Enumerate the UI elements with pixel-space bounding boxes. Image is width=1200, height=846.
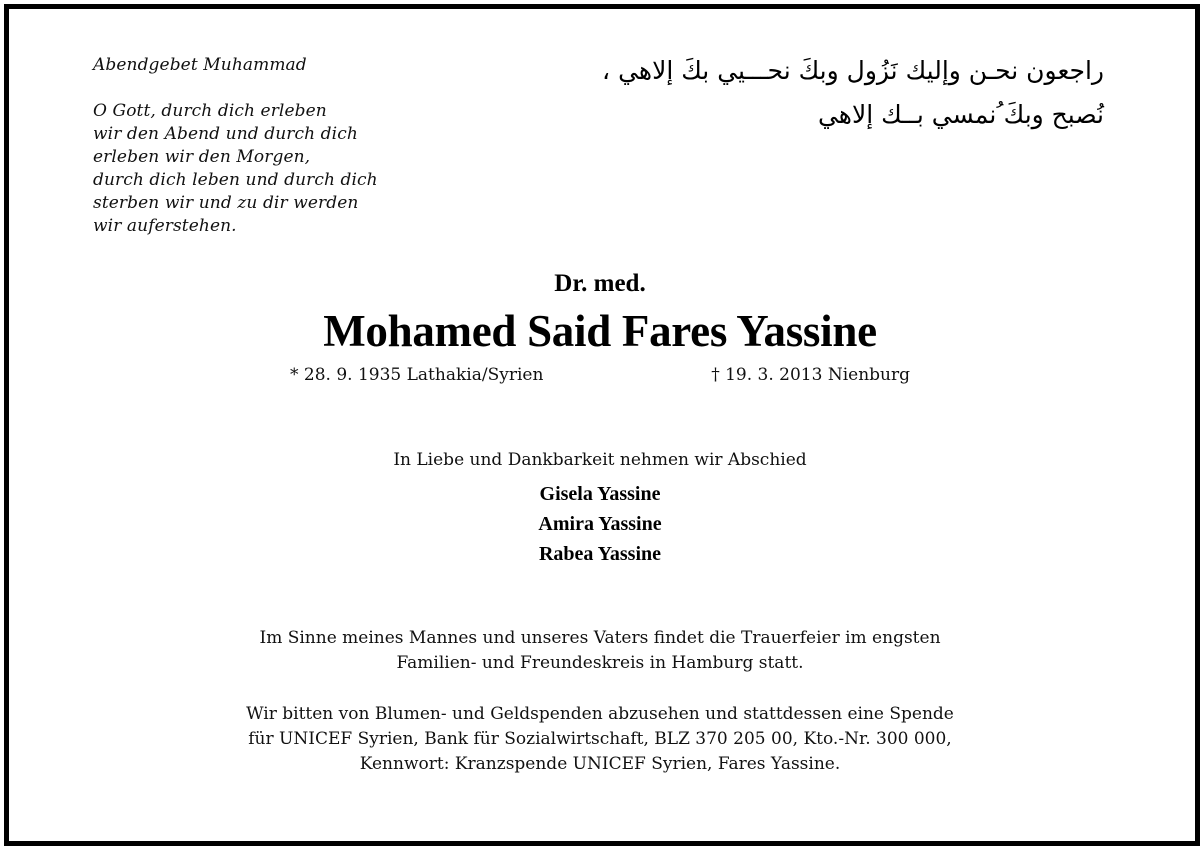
- prayer-line: erleben wir den Morgen,: [93, 147, 311, 167]
- prayer-line: wir auferstehen.: [93, 216, 237, 236]
- donation-notice-line: für UNICEF Syrien, Bank für Sozialwirtschaft, BLZ 370 205 00, Kto.-Nr. 300 000,: [248, 729, 952, 749]
- mourner-name: Rabea Yassine: [538, 543, 662, 565]
- prayer-line: wir den Abend und durch dich: [93, 124, 358, 144]
- funeral-notice-line: Familien- und Freundeskreis in Hamburg statt.: [396, 653, 804, 673]
- prayer-text: [93, 100, 378, 238]
- birth-date: * 28. 9. 1935 Lathakia/Syrien: [290, 365, 544, 385]
- death-date: † 19. 3. 2013 Nienburg: [711, 365, 910, 385]
- arabic-prayer-line-1: راجعون نحـن وإليك نَزُول وبكَ نحـــيي بكَ إلاهي ،: [602, 56, 1104, 85]
- donation-notice-line: Wir bitten von Blumen- und Geldspenden abzusehen und stattdessen eine Spende: [246, 704, 954, 724]
- farewell-text: In Liebe und Dankbarkeit nehmen wir Abschied: [393, 450, 807, 470]
- arabic-prayer-line-2: نُصبح وبكَ ُنمسي بــك إلاهي: [817, 100, 1104, 129]
- prayer-line: durch dich leben und durch dich: [93, 170, 378, 190]
- mourner-name: Amira Yassine: [538, 513, 662, 535]
- prayer-line: sterben wir und zu dir werden: [93, 193, 359, 213]
- prayer-title: Abendgebet Muhammad: [93, 55, 307, 75]
- prayer-line: O Gott, durch dich erleben: [93, 101, 327, 121]
- funeral-notice-line: Im Sinne meines Mannes und unseres Vaters findet die Trauerfeier im engsten: [259, 628, 941, 648]
- mourner-name: Gisela Yassine: [539, 483, 661, 505]
- donation-notice-line: Kennwort: Kranzspende UNICEF Syrien, Fares Yassine.: [359, 754, 841, 774]
- academic-title: Dr. med.: [554, 270, 646, 297]
- deceased-name: Mohamed Said Fares Yassine: [323, 306, 877, 356]
